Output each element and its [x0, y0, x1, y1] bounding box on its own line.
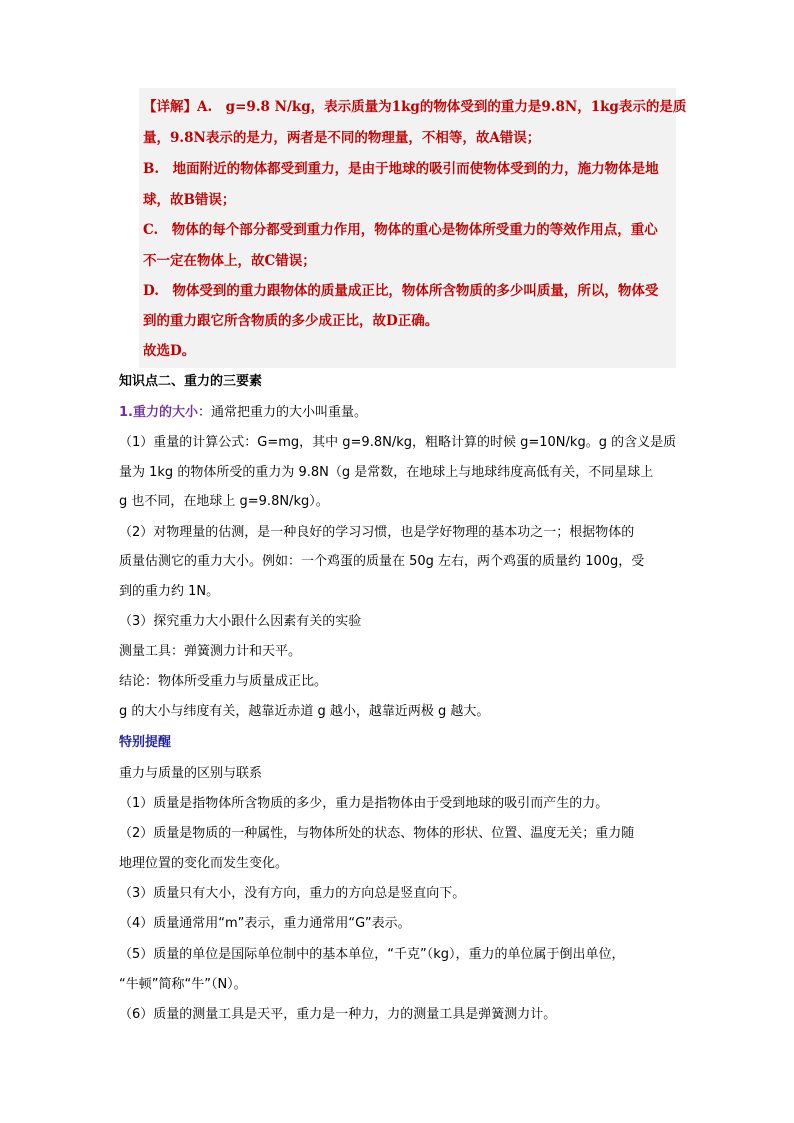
reminder-subtitle: 重力与质量的区别与联系	[119, 766, 263, 781]
point1-text: ：通常把重力的大小叫重量。	[197, 405, 367, 420]
explanation-line: C. 物体的每个部分都受到重力作用，物体的重心是物体所受重力的等效作用点，重心	[143, 222, 658, 238]
answer-explanation-box	[139, 88, 687, 368]
reminder-line: 地理位置的变化而发生变化。	[119, 856, 289, 871]
reminder-line: （3）质量只有大小，没有方向，重力的方向总是竖直向下。	[119, 886, 466, 901]
body-line: （2）对物理量的估测，是一种良好的学习习惯，也是学好物理的基本功之一；根据物体的	[119, 525, 635, 540]
body-line: 结论：物体所受重力与质量成正比。	[119, 674, 328, 689]
explanation-line: 到的重力跟它所含物质的多少成正比，故D正确。	[143, 313, 439, 329]
explanation-conclusion: 故选D。	[143, 343, 196, 359]
section-heading: 知识点二、重力的三要素	[119, 374, 263, 389]
body-line: （1）重量的计算公式：G=mg，其中 g=9.8N/kg，粗略计算的时候 g=10N/kg。g 的含义是质	[119, 435, 677, 450]
point1-label: 1.重力的大小	[119, 405, 198, 420]
body-line: 质量估测它的重力大小。例如：一个鸡蛋的质量在 50g 左右，两个鸡蛋的质量约 100g，受	[119, 554, 645, 569]
reminder-line: （4）质量通常用“m”表示，重力通常用“G”表示。	[119, 916, 411, 931]
body-line: （3）探究重力大小跟什么因素有关的实验	[119, 614, 362, 629]
body-line: g 也不同，在地球上 g=9.8N/kg）。	[119, 494, 329, 509]
reminder-line: （2）质量是物质的一种属性，与物体所处的状态、物体的形状、位置、温度无关；重力随	[119, 826, 635, 841]
body-line: g 的大小与纬度有关，越靠近赤道 g 越小，越靠近两极 g 越大。	[119, 704, 490, 719]
body-line: 到的重力约 1N。	[119, 584, 220, 599]
explanation-line: B. 地面附近的物体都受到重力，是由于地球的吸引而使物体受到的力，施力物体是地	[143, 161, 659, 177]
body-line: 测量工具：弹簧测力计和天平。	[119, 644, 302, 659]
reminder-line: “牛顿”简称“牛”（N）。	[119, 977, 247, 992]
explanation-line: 不一定在物体上，故C错误；	[143, 253, 316, 269]
body-line: 量为 1kg 的物体所受的重力为 9.8N（g 是常数，在地球上与地球纬度高低有关，不同星球上	[119, 465, 654, 480]
explanation-line: D. 物体受到的重力跟物体的质量成正比，物体所含物质的多少叫质量，所以，物体受	[143, 283, 659, 299]
explanation-line: 量，9.8N表示的是力，两者是不同的物理量，不相等，故A错误；	[143, 130, 541, 146]
reminder-line: （1）质量是指物体所含物质的多少，重力是指物体由于受到地球的吸引而产生的力。	[119, 796, 609, 811]
point1-line	[119, 401, 367, 420]
explanation-line: 【详解】A. g=9.8 N/kg，表示质量为1kg的物体受到的重力是9.8N，1kg表示的是质	[143, 99, 687, 115]
reminder-line: （6）质量的测量工具是天平，重力是一种力，力的测量工具是弹簧测力计。	[119, 1007, 557, 1022]
reminder-line: （5）质量的单位是国际单位制中的基本单位，“千克”（kg），重力的单位属于倒出单位，	[119, 947, 625, 962]
explanation-line: 球，故B错误；	[143, 192, 236, 208]
reminder-title: 特别提醒	[119, 735, 172, 750]
